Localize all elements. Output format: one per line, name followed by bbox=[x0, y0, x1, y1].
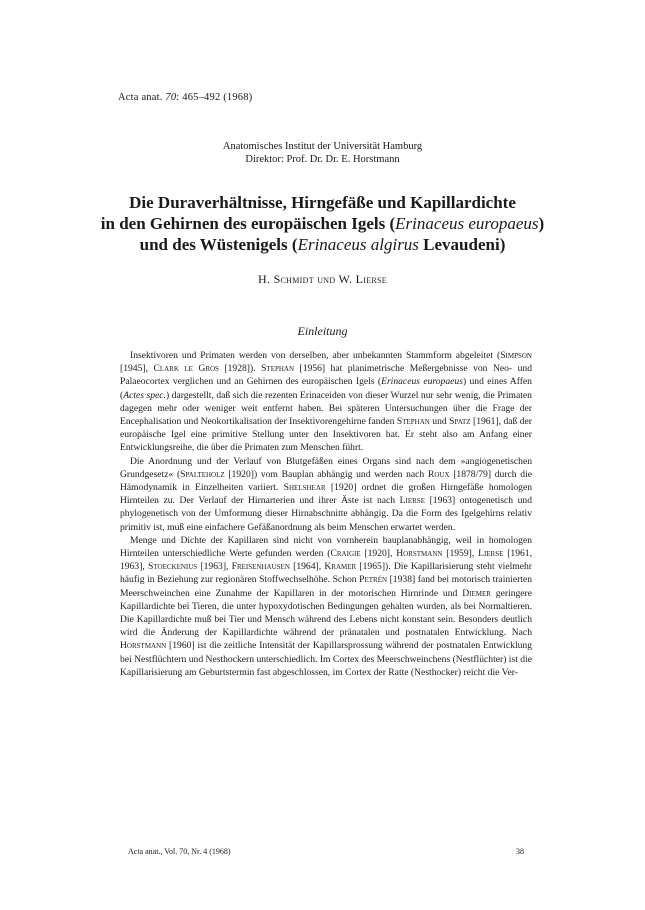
page-footer bbox=[128, 847, 524, 856]
body-text bbox=[120, 349, 532, 679]
citation-volume: 70 bbox=[165, 92, 177, 103]
authors: H. Schmidt und W. Lierse bbox=[258, 272, 387, 286]
title-line-2: in den Gehirnen des europäischen Igels (Erinaceus europaeus) bbox=[100, 214, 545, 233]
page-number: 38 bbox=[516, 847, 524, 856]
institute-name: Anatomisches Institut der Universität Hamburg bbox=[222, 141, 423, 152]
title-line-1: Die Duraverhältnisse, Hirngefäße und Kapillardichte bbox=[129, 193, 516, 212]
paragraph-2: Die Anordnung und der Verlauf von Blutgefäßen eines Organs sind nach dem »angiogenetischen Grundgesetz« (Spalteholz [1920]) vom Bauplan abhängig und werden nach Roux [1878/79] durch die Hämodynamik in Einzelheiten variiert. Shelshear [1920] ordnet die großen Hirngefäße homologen Hirnteilen zu. Der Verlauf der Hirnarterien und ihrer Äste ist nach Lierse [1963] ontogenetisch und phylogenetisch von der Umformung dieser Hirnabschnitte abhängig. Da die Form des Igelgehirns relativ primitiv ist, muß eine einfachere Gefäßanordnung als beim Menschen erwartet werden. bbox=[120, 455, 533, 533]
section-heading: Einleitung bbox=[297, 324, 348, 338]
paper-title bbox=[60, 192, 585, 255]
journal-citation: Acta anat. 70: 465–492 (1968) bbox=[118, 92, 253, 103]
institute-director: Direktor: Prof. Dr. Dr. E. Horstmann bbox=[245, 154, 400, 165]
paragraph-1: Insektivoren und Primaten werden von derselben, aber unbekannten Stammform abgeleitet (Simpson [1945], Clark le Gros [1928]). Stephan [1956] hat planimetrische Meßergebnisse von Neo- und Palaeocortex verglichen und an Gehirnen des europäischen Igels (Erinaceus europaeus) und eines Affen (Actes spec.) dargestellt, daß sich die rezenten Erinaceiden von dieser Wurzel nur sehr wenig, die Primaten dagegen mehr oder weniger weit entfernt haben. Bei späteren Untersuchungen über die Frage der Encephalisation und Neokortikalisation der Insektivorengehirne fanden Stephan und Spatz [1961], daß der europäische Igel eine primitive Stellung unter den Insektivoren hat. Er steht also am Anfang einer Entwicklungsreihe, die über die Primaten zum Menschen führt. bbox=[120, 350, 533, 454]
paragraph-3: Menge und Dichte der Kapillaren sind nicht von vornherein bauplanabhängig, weil in homologen Hirnteilen unterschiedliche Werte gefunden werden (Craigie [1920], Horstmann [1959], Lierse [1961, 1963], Stoeckenius [1963], Freisenhausen [1964], Kramer [1965]). Die Kapillarisierung steht vielmehr häufig in Beziehung zur regionären Stoffwechselhöhe. Schon Petrén [1938] fand bei motorisch trainierten Meerschweinchen eine Zunahme der Kapillaren in der motorischen Hirnrinde und Diemer geringere Kapillardichte bei Tieren, die unter hypoxydotischen Bedingungen gehalten wurden, als bei Normaltieren. Die Kapillardichte muß bei Tier und Mensch während des Lebens nicht konstant sein. Besonders deutlich wird die Änderung der Kapillardichte während der pränatalen und postnatalen Entwicklung. Nach Horstmann [1960] ist die zeitliche Intensität der Kapillarsprossung während der postnatalen Entwicklung bei Nestflüchtern und Nesthockern unterschiedlich. Im Cortex des Meerschweinchens (Nestflüchter) ist die Kapillarisierung am Geburtstermin fast abgeschlossen, im Cortex der Ratte (Nesthocker) reicht die Ver- bbox=[120, 534, 533, 678]
institute-block bbox=[0, 140, 645, 166]
footer-journal: Acta anat., Vol. 70, Nr. 4 (1968) bbox=[128, 847, 231, 856]
title-line-3: und des Wüstenigels (Erinaceus algirus Levaudeni) bbox=[139, 235, 506, 254]
